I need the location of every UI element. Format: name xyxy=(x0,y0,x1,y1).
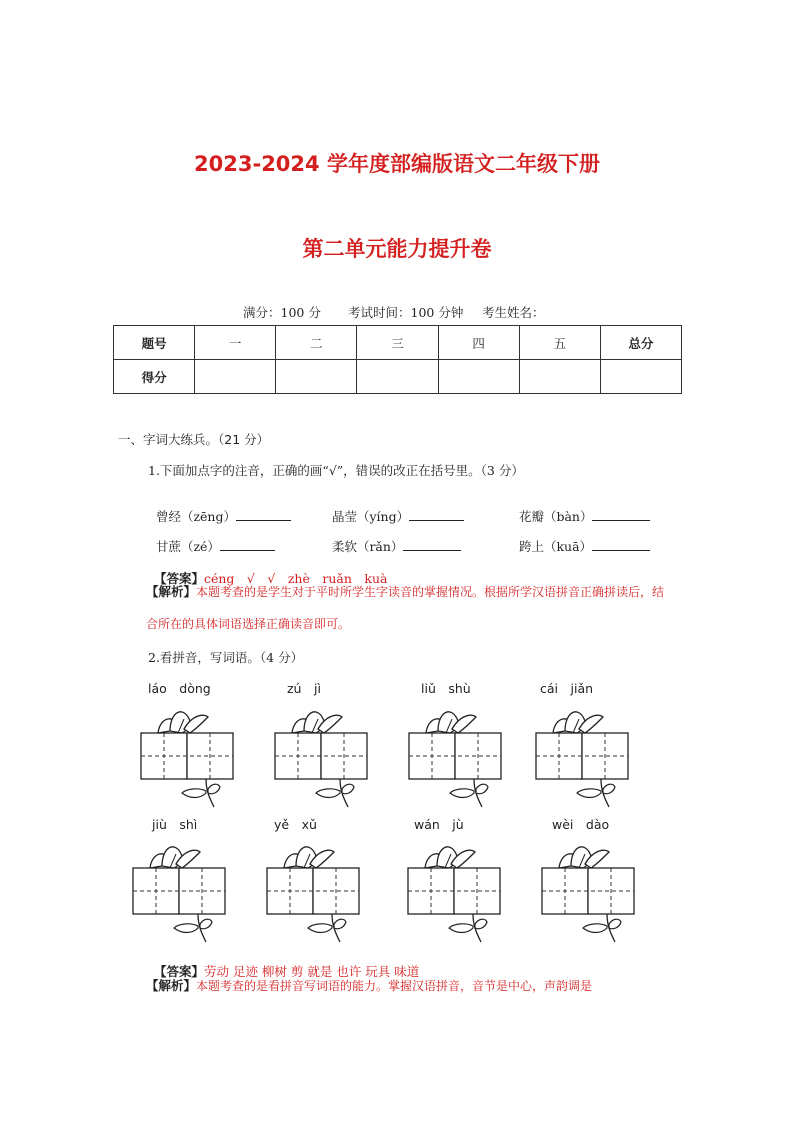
writing-grid[interactable] xyxy=(266,838,362,944)
q1-item-text: 曾经（zēng） xyxy=(155,509,236,524)
pinyin-label: láo dòng xyxy=(148,681,211,696)
score-cell[interactable] xyxy=(438,360,519,394)
page-subtitle: 第二单元能力提升卷 xyxy=(302,237,492,261)
answer-blank[interactable] xyxy=(409,508,464,521)
score-table-score-row xyxy=(114,360,682,394)
analysis-text: 本题考查的是学生对于平时所学生字读音的掌握情况。根据所学汉语拼音正确拼读后，结合所在的具体词语选择正确读音即可。 xyxy=(146,585,665,631)
q1-item xyxy=(324,522,461,555)
q1-item xyxy=(148,492,291,525)
score-header-cell: 总分 xyxy=(600,326,681,360)
score-cell[interactable] xyxy=(600,360,681,394)
q1-analysis xyxy=(146,576,676,640)
answer-label: 【答案】 xyxy=(153,571,204,586)
writing-grid[interactable] xyxy=(408,703,504,809)
writing-grid[interactable] xyxy=(140,703,236,809)
full-score: 满分：100 分 xyxy=(243,305,321,320)
answer-blank[interactable] xyxy=(403,538,461,551)
score-cell[interactable] xyxy=(195,360,276,394)
score-header-cell: 一 xyxy=(195,326,276,360)
score-cell[interactable] xyxy=(357,360,438,394)
answer-blank[interactable] xyxy=(592,508,650,521)
q2-analysis xyxy=(146,970,686,1002)
section-heading: 一、字词大练兵。（21 分） xyxy=(118,432,270,447)
score-header-cell: 五 xyxy=(519,326,600,360)
score-table-header-row xyxy=(114,326,682,360)
score-header-cell: 四 xyxy=(438,326,519,360)
score-header-cell: 题号 xyxy=(114,326,195,360)
writing-grid[interactable] xyxy=(541,838,637,944)
score-row-label: 得分 xyxy=(114,360,195,394)
q1-item xyxy=(324,492,464,525)
q1-item xyxy=(148,522,275,555)
pinyin-label: yě xǔ xyxy=(274,817,317,832)
q1-item xyxy=(511,522,650,555)
pinyin-label: wèi dào xyxy=(552,817,610,832)
q1-item-text: 柔软（rǎn） xyxy=(331,539,404,554)
exam-time: 考试时间：100 分钟 xyxy=(348,305,464,320)
answer-text: 劳动 足迹 柳树 剪 就是 也许 玩具 味道 xyxy=(203,964,420,979)
writing-grid[interactable] xyxy=(132,838,228,944)
answer-blank[interactable] xyxy=(220,538,275,551)
answer-blank[interactable] xyxy=(236,508,291,521)
q1-item-text: 跨上（kuā） xyxy=(518,539,593,554)
score-table xyxy=(113,325,682,394)
q1-item-text: 甘蔗（zé） xyxy=(155,539,220,554)
score-header-cell: 二 xyxy=(276,326,357,360)
score-cell[interactable] xyxy=(276,360,357,394)
pinyin-label: zú jì xyxy=(287,681,321,696)
pinyin-label: cái jiǎn xyxy=(540,681,594,696)
score-header-cell: 三 xyxy=(357,326,438,360)
q1-item xyxy=(511,492,650,525)
analysis-label: 【解析】 xyxy=(146,584,197,599)
answer-label: 【答案】 xyxy=(153,964,204,979)
writing-grid[interactable] xyxy=(535,703,631,809)
student-name-label: 考生姓名： xyxy=(482,305,545,320)
pinyin-label: wán jù xyxy=(414,817,464,832)
analysis-label: 【解析】 xyxy=(146,978,197,993)
q1-item-text: 花瓣（bàn） xyxy=(518,509,593,524)
writing-grid[interactable] xyxy=(274,703,370,809)
question-1-prompt: 1.下面加点字的注音，正确的画“√”，错误的改正在括号里。（3 分） xyxy=(148,463,524,478)
q1-item-text: 晶莹（yíng） xyxy=(331,509,410,524)
pinyin-label: jiù shì xyxy=(152,817,198,832)
score-cell[interactable] xyxy=(519,360,600,394)
pinyin-label: liǔ shù xyxy=(421,681,471,696)
question-2-prompt: 2.看拼音，写词语。（4 分） xyxy=(148,650,304,665)
answer-blank[interactable] xyxy=(592,538,650,551)
answer-text: céng √ √ zhè ruǎn kuà xyxy=(203,571,388,586)
analysis-text: 本题考查的是看拼音写词语的能力。掌握汉语拼音，音节是中心，声韵调是 xyxy=(196,979,593,993)
page-title: 2023-2024 学年度部编版语文二年级下册 xyxy=(194,152,600,176)
writing-grid[interactable] xyxy=(407,838,503,944)
